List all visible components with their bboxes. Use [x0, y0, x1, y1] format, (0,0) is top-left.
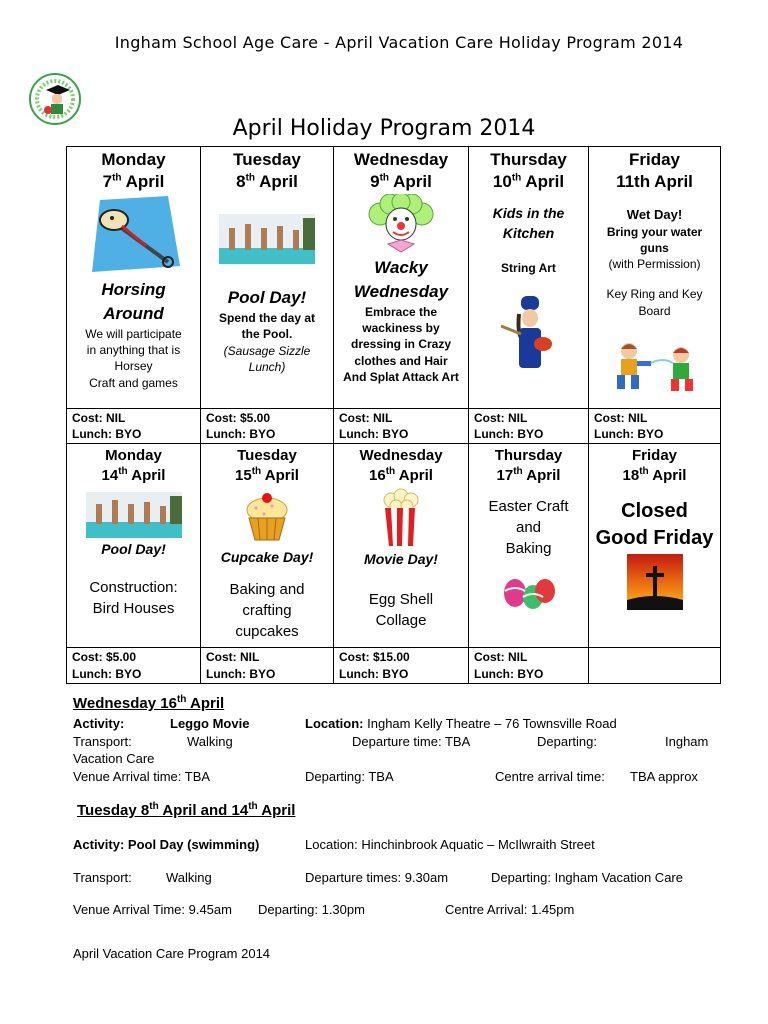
cupcake-icon [242, 490, 292, 542]
activity-desc: We will participate in anything that is Horsey Craft and games [85, 326, 182, 390]
cost-cell-empty [589, 648, 721, 683]
week1-activity-row [67, 147, 721, 409]
activity-desc: Egg Shell Collage [368, 591, 434, 630]
cost-cell: Cost: $15.00 Lunch: BYO [334, 648, 469, 683]
day-date: 9th April [370, 172, 432, 192]
cost-cell: Cost: NIL Lunch: BYO [469, 648, 589, 683]
activity-label: Activity: [73, 716, 125, 731]
day-date: 18th April [622, 465, 687, 484]
document-header: Ingham School Age Care - April Vacation Care Holiday Program 2014 [114, 33, 684, 52]
departing-time: Departing: TBA [305, 769, 394, 784]
activity-desc: Embrace the wackiness by dressing in Crazy clothes and Hair And Splat Attack Art [343, 304, 459, 384]
day-date: 17th April [496, 465, 561, 484]
activity-title: Wet Day! [626, 207, 683, 223]
clown-icon [366, 194, 436, 256]
activity-desc: Easter Craft and Baking [488, 497, 569, 557]
notes-heading-2: Tuesday 8th April and 14th April [77, 801, 296, 819]
day-date: 15th April [235, 465, 299, 484]
departing-time: Departing: 1.30pm [258, 902, 365, 917]
transport-value: Walking [166, 870, 212, 885]
closed-notice: Closed Good Friday [595, 499, 714, 549]
transport-label: Transport: [73, 870, 132, 885]
departing-value: Ingham [665, 734, 709, 749]
day-cell-mon-7 [67, 147, 201, 409]
centre-arrival-label: Centre arrival time: [495, 769, 605, 784]
day-name: Monday [105, 447, 162, 465]
day-cell-thu-17 [469, 444, 589, 648]
day-name: Wednesday [359, 447, 443, 465]
pool-photo-icon [219, 214, 315, 264]
chef-kid-icon [499, 296, 559, 372]
activity-desc: Baking and crafting cupcakes [229, 581, 305, 641]
activity-line: Activity: Pool Day (swimming) [73, 837, 260, 852]
day-cell-fri-18 [589, 444, 721, 648]
cost-cell: Cost: $5.00 Lunch: BYO [201, 409, 334, 444]
activity-title: Kids in the Kitchen [492, 205, 565, 241]
transport-value: Walking [187, 734, 233, 749]
day-name: Friday [628, 150, 681, 169]
week2-cost-row [67, 648, 721, 683]
location-line: Location: Ingham Kelly Theatre – 76 Townsville Road [305, 716, 617, 731]
venue-arrival: Venue Arrival time: TBA [73, 769, 211, 784]
location-line: Location: Hinchinbrook Aquatic – McIlwraith Street [305, 837, 595, 852]
departing-value-cont: Vacation Care [73, 751, 155, 766]
day-cell-thu-10 [469, 147, 589, 409]
cross-sunset-icon [627, 554, 683, 610]
day-name: Thursday [494, 447, 563, 465]
activity-desc: Bring your water guns (with Permission) [606, 224, 703, 272]
hobby-horse-icon [86, 196, 182, 274]
activity-title: Pool Day! [101, 540, 166, 557]
cost-cell: Cost: $5.00 Lunch: BYO [67, 648, 201, 683]
week1-cost-row [67, 409, 721, 444]
departure-times: Departure times: 9.30am [305, 870, 449, 885]
cost-cell: Cost: NIL Lunch: BYO [201, 648, 334, 683]
activity-sub: Key Ring and Key Board [606, 287, 703, 318]
cost-cell: Cost: NIL Lunch: BYO [589, 409, 721, 444]
program-title: April Holiday Program 2014 [232, 116, 536, 141]
water-gun-kids-icon [607, 339, 703, 395]
week2-activity-row [67, 444, 721, 648]
day-date: 14th April [101, 465, 166, 484]
activity-sub: String Art [501, 260, 556, 275]
activity-title: Movie Day! [364, 550, 438, 567]
day-cell-wed-16 [334, 444, 469, 648]
day-cell-tue-8 [201, 147, 334, 409]
activity-title: Pool Day! [227, 288, 307, 308]
easter-eggs-icon [499, 573, 559, 613]
day-cell-wed-9 [334, 147, 469, 409]
activity-title: Cupcake Day! [220, 548, 314, 565]
day-date: 16th April [369, 465, 433, 484]
day-name: Thursday [490, 150, 567, 169]
popcorn-icon [379, 488, 423, 548]
activity-title: Horsing Around [101, 280, 166, 324]
transport-label: Transport: [73, 734, 132, 749]
day-cell-mon-14 [67, 444, 201, 648]
day-date: 11th April [616, 172, 693, 192]
notes-heading-1: Wednesday 16th April [73, 694, 225, 712]
day-name: Friday [631, 447, 677, 465]
page-footer: April Vacation Care Program 2014 [73, 946, 271, 961]
day-date: 8th April [236, 172, 298, 192]
day-date: 10th April [492, 172, 565, 192]
cost-cell: Cost: NIL Lunch: BYO [334, 409, 469, 444]
centre-arrival: Centre Arrival: 1.45pm [445, 902, 575, 917]
venue-arrival: Venue Arrival Time: 9.45am [73, 902, 232, 917]
program-table [66, 146, 721, 684]
cost-cell: Cost: NIL Lunch: BYO [67, 409, 201, 444]
activity-desc: Construction: Bird Houses [89, 579, 178, 618]
day-name: Tuesday [233, 150, 301, 169]
cost-cell: Cost: NIL Lunch: BYO [469, 409, 589, 444]
day-name: Monday [101, 150, 166, 169]
activity-title: Wacky Wednesday [353, 258, 449, 302]
pool-photo-icon [86, 492, 182, 538]
activity-desc: Spend the day at the Pool. [218, 311, 316, 342]
day-cell-tue-15 [201, 444, 334, 648]
centre-arrival-value: TBA approx [630, 769, 698, 784]
activity-value: Leggo Movie [170, 716, 250, 731]
day-cell-fri-11 [589, 147, 721, 409]
departing-label: Departing: [537, 734, 597, 749]
activity-note: (Sausage Sizzle Lunch) [223, 343, 311, 374]
departure-time: Departure time: TBA [352, 734, 471, 749]
departing-line: Departing: Ingham Vacation Care [491, 870, 683, 885]
day-name: Wednesday [353, 150, 449, 169]
day-name: Tuesday [237, 447, 297, 465]
day-date: 7th April [102, 172, 165, 192]
